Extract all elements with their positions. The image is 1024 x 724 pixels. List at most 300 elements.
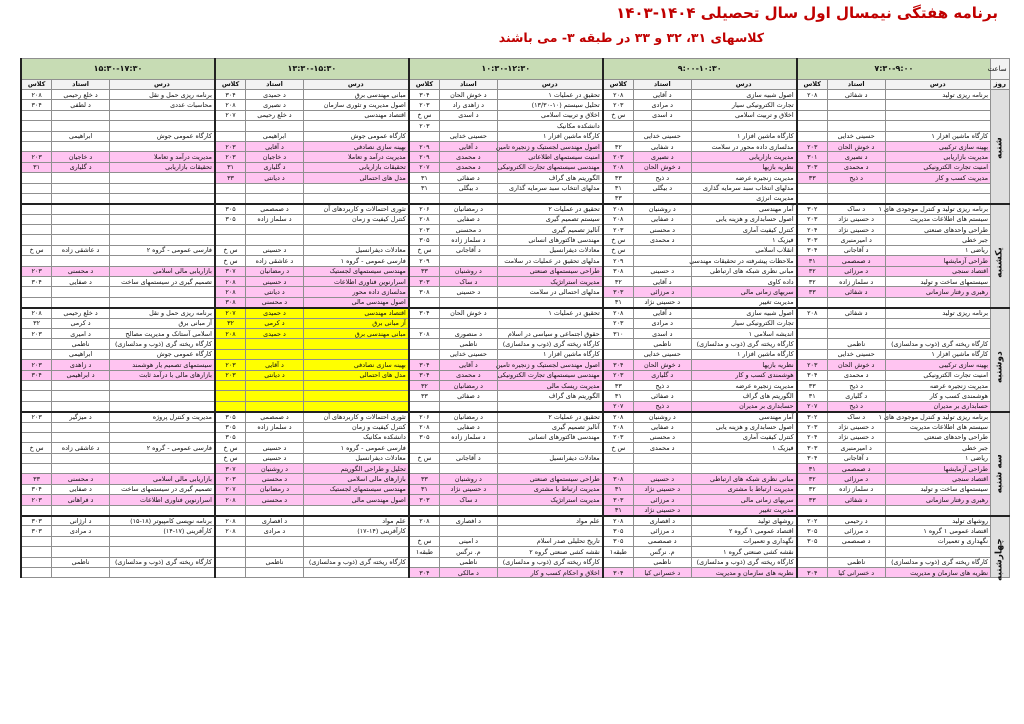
- cell-dars: [885, 121, 991, 131]
- time-slot-header: ۷:۳۰-۹:۰۰: [797, 59, 991, 80]
- cell-kelas: ۳۰۴: [409, 360, 440, 370]
- day-label: [991, 412, 1010, 516]
- cell-ostad: [52, 567, 110, 577]
- cell-kelas: س خ: [409, 536, 440, 546]
- cell-ostad: د رمضانیان: [440, 204, 498, 214]
- cell-ostad: د رمضانیان: [440, 412, 498, 422]
- cell-kelas: ۳۰۴: [21, 100, 52, 110]
- cell-kelas: ۲۰۸: [603, 516, 634, 526]
- cell-dars: کارگاه ریخته گری (ذوب و مدلسازی): [885, 557, 991, 567]
- cell-kelas: [215, 339, 246, 349]
- cell-kelas: ۲۰۸: [409, 328, 440, 338]
- table-row: [21, 484, 1009, 494]
- cell-kelas: ۲۰۳: [603, 152, 634, 162]
- cell-ostad: [633, 245, 691, 255]
- cell-ostad: [52, 214, 110, 224]
- cell-ostad: د حسینی: [246, 453, 304, 463]
- cell-dars: اسرارنوین فناوری اطلاعات: [303, 277, 409, 287]
- cell-dars: [497, 464, 603, 474]
- cell-kelas: ۲۰۸: [797, 90, 828, 100]
- table-row: [21, 90, 1009, 100]
- cell-kelas: [21, 401, 52, 411]
- cell-kelas: ۳۱: [409, 484, 440, 494]
- cell-kelas: ۳۳: [603, 380, 634, 390]
- cell-kelas: ۳۰۴: [797, 245, 828, 255]
- cell-dars: [109, 183, 215, 193]
- cell-ostad: م. نرگس: [440, 547, 498, 557]
- cell-kelas: ۲۰۹: [409, 141, 440, 151]
- cell-ostad: د بیگلی: [633, 183, 691, 193]
- cell-kelas: ۳۲: [797, 266, 828, 276]
- cell-dars: اقتصاد سنجی: [885, 474, 991, 484]
- cell-dars: تحلیل سیستم (۱۰-۱۳/۳۰): [497, 100, 603, 110]
- cell-ostad: [633, 256, 691, 266]
- cell-dars: بازارهای مالی با درآمد ثابت: [109, 370, 215, 380]
- cell-ostad: د ساک: [827, 412, 885, 422]
- cell-dars: کارگاه ریخته گری (ذوب و مدلسازی): [691, 339, 797, 349]
- cell-kelas: [409, 297, 440, 307]
- cell-ostad: د محسنی: [633, 432, 691, 442]
- cell-dars: نظریه های سازمان و مدیریت: [691, 567, 797, 577]
- cell-ostad: د زاهدی راد: [440, 100, 498, 110]
- cell-ostad: [440, 443, 498, 453]
- cell-dars: اصول مهندسی مالی: [303, 495, 409, 505]
- cell-kelas: ۲۰۶: [409, 412, 440, 422]
- cell-ostad: د روشنیان: [633, 204, 691, 214]
- cell-ostad: د دیانتی: [246, 173, 304, 183]
- cell-kelas: ۲۰۳: [215, 141, 246, 151]
- cell-dars: [109, 225, 215, 235]
- cell-dars: تحقیقات بازاریابی: [303, 162, 409, 172]
- cell-dars: [691, 464, 797, 474]
- cell-ostad: حسینی خدایی: [827, 349, 885, 359]
- cell-ostad: د محمدی: [633, 443, 691, 453]
- cell-dars: [303, 536, 409, 546]
- kelas-header: کلاس: [215, 80, 246, 90]
- table-row: [21, 412, 1009, 422]
- cell-dars: اخلاق و تربیت اسلامی: [691, 110, 797, 120]
- cell-ostad: ناظمی: [827, 557, 885, 567]
- cell-dars: سیستمهای تصمیم یار هوشمند: [109, 360, 215, 370]
- cell-ostad: د حسینی نژاد: [827, 422, 885, 432]
- cell-kelas: ۲۰۸: [603, 90, 634, 100]
- cell-kelas: ۳۲: [603, 141, 634, 151]
- cell-dars: کارگاه ماشین افزار ۱: [885, 131, 991, 141]
- kelas-header: کلاس: [21, 80, 52, 90]
- cell-dars: [497, 193, 603, 203]
- cell-kelas: ۳۳: [409, 474, 440, 484]
- cell-ostad: [827, 110, 885, 120]
- cell-dars: فیزیک ۱: [691, 235, 797, 245]
- table-row: [21, 245, 1009, 255]
- cell-kelas: س خ: [215, 453, 246, 463]
- cell-dars: [497, 318, 603, 328]
- cell-kelas: ۳۳: [21, 474, 52, 484]
- cell-dars: [885, 110, 991, 120]
- cell-kelas: ۲۰۸: [215, 277, 246, 287]
- cell-ostad: د حمیدی: [246, 90, 304, 100]
- cell-kelas: ۲۰۳: [797, 214, 828, 224]
- cell-dars: اصول مهندسی لجستیک و زنجیره تامین: [497, 141, 603, 151]
- cell-ostad: د حسینی نژاد: [440, 484, 498, 494]
- cell-kelas: ۳۰۵: [215, 422, 246, 432]
- cell-dars: مدلهای احتمالی در سلامت: [497, 287, 603, 297]
- cell-kelas: [409, 464, 440, 474]
- cell-dars: تحقیقات بازاریابی: [109, 162, 215, 172]
- cell-dars: فارسی عمومی - گروه ۲: [109, 245, 215, 255]
- cell-dars: [885, 100, 991, 110]
- cell-ostad: د شفائی: [827, 495, 885, 505]
- cell-dars: اخلاق و احکام کسب و کار: [497, 567, 603, 577]
- cell-dars: [885, 193, 991, 203]
- cell-ostad: [827, 328, 885, 338]
- cell-kelas: [797, 183, 828, 193]
- cell-dars: طراحی سیستمهای صنعتی: [497, 266, 603, 276]
- cell-dars: سیستمهای ساخت و تولید: [885, 277, 991, 287]
- cell-ostad: [52, 204, 110, 214]
- cell-kelas: [797, 349, 828, 359]
- cell-ostad: د حسینی نژاد: [633, 484, 691, 494]
- cell-ostad: د عاشقی زاده: [52, 245, 110, 255]
- time-slot-header: ۱۰:۳۰-۱۲:۳۰: [409, 59, 603, 80]
- cell-kelas: [603, 121, 634, 131]
- cell-ostad: د مرادی: [52, 526, 110, 536]
- cell-dars: معادلات دیفرانسیل: [497, 245, 603, 255]
- cell-ostad: د ذیح: [827, 380, 885, 390]
- cell-kelas: ۲۰۳: [409, 100, 440, 110]
- cell-kelas: ۲۰۳: [603, 100, 634, 110]
- cell-ostad: د محمدی: [633, 235, 691, 245]
- cell-ostad: د ارژانی: [52, 516, 110, 526]
- cell-ostad: [246, 193, 304, 203]
- cell-kelas: ۳۰۳: [603, 287, 634, 297]
- cell-dars: [303, 225, 409, 235]
- cell-dars: هوشمندی کسب و کار: [691, 370, 797, 380]
- cell-ostad: د آقایی: [633, 308, 691, 318]
- cell-kelas: [215, 505, 246, 515]
- cell-ostad: [52, 422, 110, 432]
- cell-kelas: ۲۰۸: [215, 495, 246, 505]
- cell-ostad: [440, 297, 498, 307]
- cell-dars: نقشه کشی صنعتی گروه ۱: [691, 547, 797, 557]
- cell-ostad: ابراهیمی: [246, 131, 304, 141]
- cell-dars: نگهداری و تعمیرات: [885, 536, 991, 546]
- cell-dars: نظریه بازیها: [691, 360, 797, 370]
- cell-ostad: د خوش الحان: [440, 90, 498, 100]
- table-row: [21, 547, 1009, 557]
- cell-ostad: د خلع رحیمی: [52, 308, 110, 318]
- cell-kelas: ۳۲: [603, 277, 634, 287]
- cell-kelas: ۳۰۴: [409, 90, 440, 100]
- cell-ostad: د ذیح: [633, 173, 691, 183]
- cell-ostad: [246, 339, 304, 349]
- cell-ostad: د صفایی: [633, 422, 691, 432]
- cell-ostad: [827, 547, 885, 557]
- cell-kelas: ۳۳: [797, 287, 828, 297]
- cell-dars: اصول حسابداری و هزینه یابی: [691, 214, 797, 224]
- cell-ostad: د شفائی: [827, 90, 885, 100]
- cell-kelas: س خ: [21, 245, 52, 255]
- cell-dars: معادلات دیفرانسیل: [303, 245, 409, 255]
- cell-ostad: د گلیاری: [633, 370, 691, 380]
- cell-dars: تجارت الکترونیکی سیار: [691, 318, 797, 328]
- cell-dars: [109, 214, 215, 224]
- table-row: [21, 173, 1009, 183]
- table-row: [21, 443, 1009, 453]
- cell-ostad: [52, 287, 110, 297]
- day-name: چهارشنبه: [994, 538, 1005, 581]
- cell-kelas: [215, 193, 246, 203]
- cell-ostad: د مرزائی: [633, 526, 691, 536]
- cell-kelas: س خ: [409, 110, 440, 120]
- cell-dars: تئوری احتمالات و کاربردهای آن: [303, 204, 409, 214]
- cell-ostad: د اسدی: [633, 110, 691, 120]
- cell-kelas: [21, 432, 52, 442]
- cell-ostad: د زاهدی: [52, 360, 110, 370]
- cell-kelas: ۳۳: [215, 173, 246, 183]
- cell-kelas: ۲۰۳: [603, 318, 634, 328]
- cell-ostad: د خوش الحان: [440, 308, 498, 318]
- cell-ostad: د عاشقی زاده: [52, 443, 110, 453]
- cell-ostad: د صفائی: [633, 391, 691, 401]
- cell-ostad: [52, 121, 110, 131]
- cell-ostad: حسینی خدایی: [633, 131, 691, 141]
- cell-kelas: ۳۰۵: [797, 536, 828, 546]
- cell-ostad: د سلماز زاده: [827, 277, 885, 287]
- cell-ostad: د صفائی: [440, 173, 498, 183]
- cell-dars: حسابداری بر مدیران: [691, 401, 797, 411]
- cell-ostad: د آقاجانی: [827, 453, 885, 463]
- table-row: [21, 505, 1009, 515]
- cell-kelas: ۲۰۴: [797, 432, 828, 442]
- cell-dars: برنامه ریزی تولید: [885, 90, 991, 100]
- cell-ostad: [52, 464, 110, 474]
- cell-dars: مدیریت زنجیره عرضه: [691, 380, 797, 390]
- cell-dars: کارگاه ماشین افزار ۱: [691, 349, 797, 359]
- cell-kelas: [21, 256, 52, 266]
- cell-dars: تاریخ تحلیلی صدر اسلام: [497, 536, 603, 546]
- cell-ostad: د محمدی: [440, 152, 498, 162]
- cell-kelas: [603, 131, 634, 141]
- cell-dars: [497, 443, 603, 453]
- day-label: [991, 516, 1010, 581]
- cell-ostad: م. نرگس: [633, 547, 691, 557]
- cell-dars: [109, 380, 215, 390]
- day-name: شنبه: [994, 137, 1005, 160]
- cell-ostad: [52, 453, 110, 463]
- cell-ostad: د صمصمی: [827, 464, 885, 474]
- cell-dars: مدیریت بازاریابی: [885, 152, 991, 162]
- cell-ostad: [246, 380, 304, 390]
- cell-ostad: [52, 547, 110, 557]
- cell-dars: طراحی واحدهای صنعتی: [885, 432, 991, 442]
- cell-kelas: ۲۰۸: [215, 100, 246, 110]
- cell-kelas: ۲۰۸: [21, 308, 52, 318]
- cell-kelas: [21, 453, 52, 463]
- cell-dars: کارگاه ماشین افزار ۱: [497, 131, 603, 141]
- cell-ostad: د دیانتی: [246, 370, 304, 380]
- cell-ostad: د میزگیر: [52, 412, 110, 422]
- cell-ostad: د خلع رحیمی: [246, 110, 304, 120]
- cell-kelas: ۳۰۴: [603, 567, 634, 577]
- cell-dars: سیستم های اطلاعات مدیریت: [885, 422, 991, 432]
- cell-dars: مدیریت تغییر: [691, 297, 797, 307]
- cell-kelas: [409, 318, 440, 328]
- cell-ostad: [52, 225, 110, 235]
- cell-kelas: [603, 339, 634, 349]
- cell-dars: تصمیم گیری در سیستمهای ساخت: [109, 484, 215, 494]
- cell-kelas: ۳۰۸: [603, 266, 634, 276]
- cell-ostad: د لطفی: [52, 100, 110, 110]
- cell-kelas: [215, 235, 246, 245]
- table-row: [21, 526, 1009, 536]
- cell-dars: تصمیم گیری در سیستمهای ساخت: [109, 277, 215, 287]
- cell-ostad: د مرزائی: [827, 526, 885, 536]
- cell-kelas: [21, 214, 52, 224]
- cell-dars: برنامه ریزی تولید و کنترل موجودی های ۱: [885, 204, 991, 214]
- cell-ostad: د حسینی: [633, 474, 691, 484]
- cell-dars: [303, 567, 409, 577]
- day-label: [991, 204, 1010, 308]
- cell-ostad: د ذیح: [827, 401, 885, 411]
- kelas-header: کلاس: [409, 80, 440, 90]
- cell-kelas: ۳۳: [797, 495, 828, 505]
- cell-kelas: ۲۰۶: [409, 204, 440, 214]
- cell-dars: اسرارنوین فناوری اطلاعات: [109, 495, 215, 505]
- cell-dars: [885, 318, 991, 328]
- cell-dars: فیزیک ۱: [691, 443, 797, 453]
- cell-ostad: [440, 318, 498, 328]
- cell-ostad: [633, 453, 691, 463]
- cell-ostad: [440, 256, 498, 266]
- cell-kelas: [409, 339, 440, 349]
- cell-kelas: [215, 380, 246, 390]
- cell-dars: [109, 193, 215, 203]
- cell-dars: تحقیق در عملیات ۱: [497, 308, 603, 318]
- cell-kelas: ۳۱: [603, 297, 634, 307]
- cell-ostad: د شفایی: [633, 141, 691, 151]
- cell-dars: اقتصاد مهندسی: [303, 110, 409, 120]
- table-row: [21, 464, 1009, 474]
- cell-ostad: د دیانتی: [246, 287, 304, 297]
- table-row: [21, 110, 1009, 120]
- cell-dars: کارآفرینی (۱۷-۱۴): [109, 526, 215, 536]
- cell-dars: مدلهای انتخاب سبد سرمایه گذاری: [497, 183, 603, 193]
- cell-ostad: ابراهیمی: [52, 131, 110, 141]
- cell-dars: نظریه های سازمان و مدیریت: [885, 567, 991, 577]
- cell-kelas: ۲۰۸: [603, 308, 634, 318]
- cell-ostad: د ابراهیمی: [52, 370, 110, 380]
- cell-kelas: [409, 349, 440, 359]
- cell-kelas: [215, 567, 246, 577]
- cell-ostad: ناظمی: [52, 339, 110, 349]
- cell-dars: اقتصاد مهندسی: [303, 308, 409, 318]
- cell-kelas: س خ: [603, 235, 634, 245]
- cell-dars: ریاضی ۱: [885, 245, 991, 255]
- table-row: [21, 152, 1009, 162]
- cell-ostad: د محمدی: [440, 162, 498, 172]
- cell-ostad: د محمدی: [440, 370, 498, 380]
- cell-kelas: ۳۲: [409, 380, 440, 390]
- cell-ostad: د روشنیان: [246, 464, 304, 474]
- cell-dars: الگوریتم های گراف: [691, 391, 797, 401]
- cell-ostad: [52, 183, 110, 193]
- cell-kelas: [21, 131, 52, 141]
- cell-ostad: د آقاجانی: [440, 245, 498, 255]
- cell-dars: [303, 349, 409, 359]
- cell-dars: الگوریتم های گراف: [497, 391, 603, 401]
- cell-dars: [109, 453, 215, 463]
- kelas-header: کلاس: [603, 80, 634, 90]
- cell-kelas: ۲۰۳: [797, 141, 828, 151]
- cell-kelas: ۳۰۳: [797, 235, 828, 245]
- cell-ostad: د ساک: [440, 495, 498, 505]
- cell-kelas: ۲۰۳: [21, 360, 52, 370]
- cell-dars: کارگاه ریخته گری (ذوب و مدلسازی): [303, 557, 409, 567]
- cell-kelas: ۲۰۳: [21, 266, 52, 276]
- cell-ostad: د امیری: [52, 328, 110, 338]
- cell-kelas: ۳۱: [603, 391, 634, 401]
- cell-dars: هوشمندی کسب و کار: [885, 391, 991, 401]
- time-slot-header: ۹:۰۰-۱۰:۳۰: [603, 59, 797, 80]
- table-row: [21, 380, 1009, 390]
- cell-ostad: د حسینی: [246, 277, 304, 287]
- cell-dars: بهینه سازی ترکیبی: [885, 141, 991, 151]
- cell-kelas: ۳۰۵: [215, 204, 246, 214]
- cell-ostad: [827, 505, 885, 515]
- cell-ostad: د ذیح: [633, 401, 691, 411]
- table-row: [21, 308, 1009, 318]
- cell-kelas: [215, 547, 246, 557]
- cell-dars: طراحی آزمایشها: [885, 256, 991, 266]
- cell-kelas: [21, 547, 52, 557]
- cell-dars: مهندسی فاکتورهای انسانی: [497, 235, 603, 245]
- cell-dars: مدیریت استراتژیک: [497, 277, 603, 287]
- cell-ostad: د ذیح: [633, 380, 691, 390]
- cell-dars: تحقیق در عملیات ۲: [497, 204, 603, 214]
- cell-ostad: د سلماز زاده: [827, 484, 885, 494]
- cell-dars: [109, 432, 215, 442]
- cell-dars: [109, 256, 215, 266]
- cell-kelas: ۳۰۴: [797, 370, 828, 380]
- cell-dars: تجارت الکترونیکی سیار: [691, 100, 797, 110]
- cell-dars: مبانی مهندسی برق: [303, 328, 409, 338]
- cell-kelas: ۳۰۳: [21, 526, 52, 536]
- cell-ostad: د آقایی: [633, 90, 691, 100]
- cell-ostad: د حسینی: [246, 245, 304, 255]
- cell-kelas: س خ: [409, 453, 440, 463]
- cell-kelas: [21, 225, 52, 235]
- cell-ostad: د مرزائی: [827, 474, 885, 484]
- cell-ostad: [52, 380, 110, 390]
- cell-dars: [109, 547, 215, 557]
- cell-kelas: ۲۰۹: [409, 256, 440, 266]
- cell-ostad: د سلماز زاده: [246, 214, 304, 224]
- cell-kelas: [215, 225, 246, 235]
- day-label: [991, 90, 1010, 204]
- cell-dars: [497, 505, 603, 515]
- cell-ostad: د حسینی نژاد: [827, 432, 885, 442]
- cell-dars: [885, 547, 991, 557]
- cell-dars: [497, 297, 603, 307]
- ostad-header: استاد: [246, 80, 304, 90]
- cell-ostad: د حسینی نژاد: [633, 297, 691, 307]
- cell-dars: محاسبات عددی: [109, 100, 215, 110]
- dars-header: درس: [691, 80, 797, 90]
- cell-dars: کارگاه ریخته گری (ذوب و مدلسازی): [497, 339, 603, 349]
- cell-dars: [109, 173, 215, 183]
- cell-kelas: [215, 183, 246, 193]
